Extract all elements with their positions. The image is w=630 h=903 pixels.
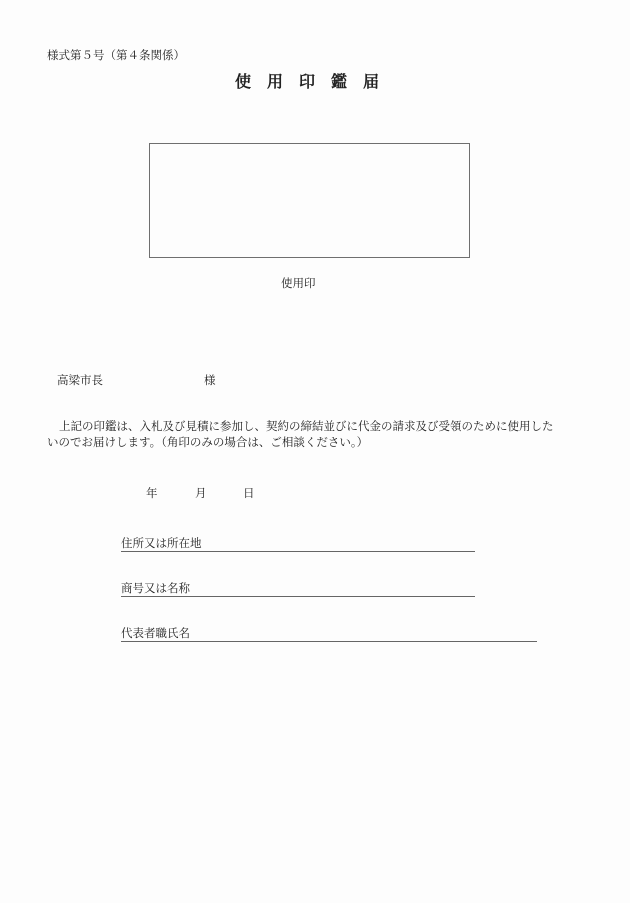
date-day-label: 日 xyxy=(243,486,255,500)
representative-name-field[interactable] xyxy=(121,625,537,642)
document-title: 使用印鑑届 xyxy=(235,72,396,91)
declaration-line-2: いのでお届けします。（角印のみの場合は、ご相談ください。） xyxy=(47,435,369,449)
seal-impression-box xyxy=(149,143,470,258)
declaration-text xyxy=(47,418,592,450)
address-label: 住所又は所在地 xyxy=(121,536,202,550)
company-name-label: 商号又は名称 xyxy=(121,581,190,595)
company-name-field[interactable] xyxy=(121,580,475,597)
form-number: 様式第５号（第４条関係） xyxy=(47,48,185,62)
addressee-name: 高梁市長 xyxy=(57,373,103,387)
addressee-honorific: 様 xyxy=(204,373,216,387)
address-field[interactable] xyxy=(121,535,475,552)
declaration-line-1: 上記の印鑑は、入札及び見積に参加し、契約の締結並びに代金の請求及び受領のために使用した xyxy=(59,419,554,433)
date-year-label: 年 xyxy=(146,486,158,500)
representative-name-label: 代表者職氏名 xyxy=(121,626,190,640)
date-month-label: 月 xyxy=(195,486,207,500)
seal-caption: 使用印 xyxy=(281,276,316,290)
